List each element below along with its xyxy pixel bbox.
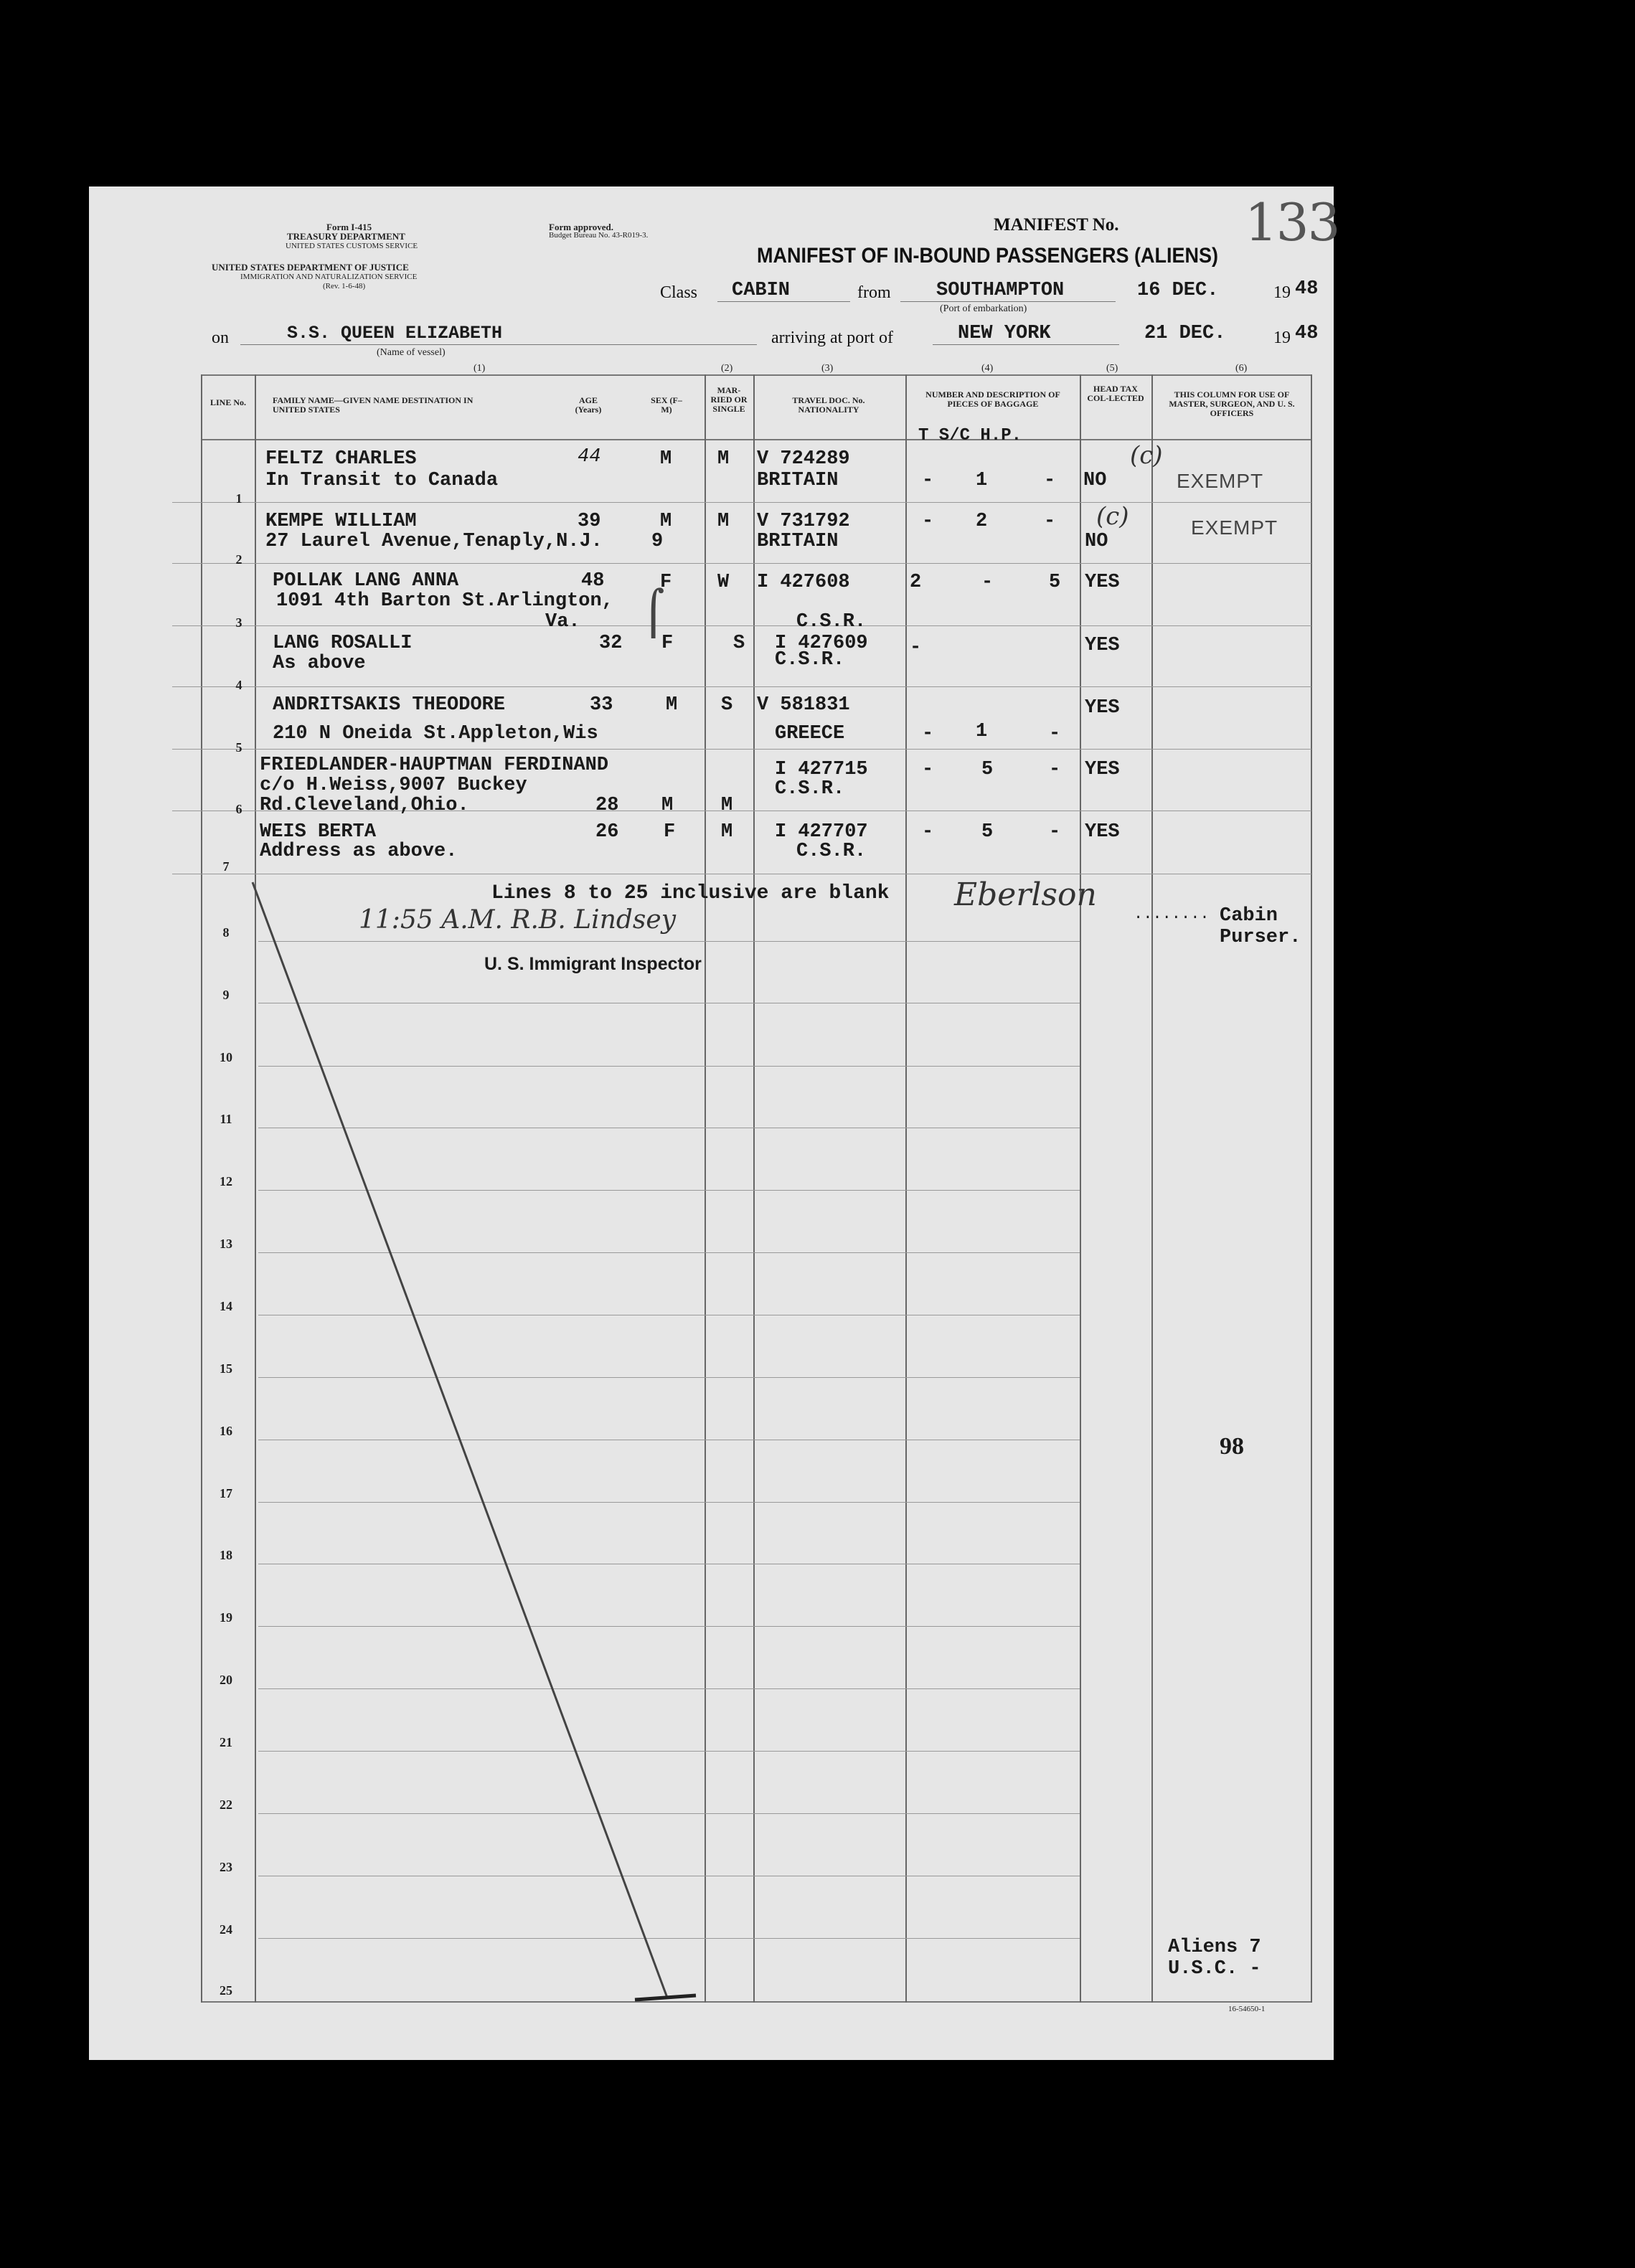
passenger-destination: c/o H.Weiss,9007 Buckey	[260, 775, 527, 796]
travel-doc-no: V 724289	[757, 448, 850, 470]
nationality: GREECE	[775, 723, 845, 745]
head-tax: YES	[1085, 697, 1120, 719]
head-tax: YES	[1085, 635, 1120, 656]
passenger-married: M	[721, 795, 733, 816]
manifest-no-value: 133	[1245, 192, 1339, 252]
baggage-t: 2	[910, 572, 922, 593]
passenger-destination-2: Va.	[545, 611, 580, 633]
passenger-destination: As above	[273, 653, 366, 674]
vessel-name: S.S. QUEEN ELIZABETH	[287, 323, 503, 344]
line-number: 20	[220, 1673, 232, 1687]
passenger-destination: 1091 4th Barton St.Arlington,	[276, 590, 613, 612]
class-value: CABIN	[732, 280, 791, 301]
from-underline	[900, 301, 1116, 302]
baggage-hp: -	[1044, 511, 1056, 532]
header-officers: THIS COLUMN FOR USE OF MASTER, SURGEON, AND U. S. OFFICERS	[1169, 389, 1295, 418]
nationality: C.S.R.	[775, 649, 845, 671]
line-number: 24	[220, 1922, 232, 1937]
passenger-sex: M	[661, 795, 674, 816]
sex-bracket-mark: ⌠	[642, 588, 665, 638]
passenger-age: 32	[599, 633, 623, 654]
travel-doc-no: V 581831	[757, 694, 850, 716]
line-number: 19	[220, 1610, 232, 1625]
passenger-destination: 210 N Oneida St.Appleton,Wis	[273, 723, 598, 745]
baggage-sc: -	[981, 572, 994, 593]
col-num: (2)	[721, 363, 733, 374]
header-age: AGE (Years)	[575, 395, 602, 415]
passenger-destination-2: Rd.Cleveland,Ohio.	[260, 795, 469, 816]
passenger-destination: In Transit to Canada	[265, 470, 499, 491]
line-number: 3	[235, 615, 242, 630]
baggage-sc: 1	[976, 470, 988, 491]
manifest-no-label: MANIFEST No.	[994, 215, 1119, 235]
header-baggage-sub: T S/C H.P.	[918, 426, 1022, 445]
baggage-sc: 1	[976, 721, 988, 742]
passenger-sex: M	[660, 448, 672, 470]
head-tax: NO	[1083, 470, 1107, 491]
line-number: 1	[235, 491, 242, 506]
baggage-t: -	[922, 723, 934, 745]
passenger-name: POLLAK LANG ANNA	[273, 570, 459, 592]
travel-doc-no: I 427608	[757, 572, 850, 593]
passenger-name: ANDRITSAKIS THEODORE	[273, 694, 506, 716]
line-number: 9	[222, 988, 230, 1002]
line-number: 4	[235, 678, 242, 692]
arriving-label: arriving at port of	[771, 329, 893, 347]
side-stamp: 98	[1220, 1433, 1244, 1460]
row-separator	[172, 625, 1311, 626]
line-number: 16	[220, 1424, 232, 1438]
table-top	[201, 374, 1311, 376]
col-num: (1)	[473, 363, 486, 374]
blank-lines-note: Lines 8 to 25 inclusive are blank	[491, 882, 890, 904]
justice-dept: UNITED STATES DEPARTMENT OF JUSTICE	[212, 262, 409, 273]
passenger-name: WEIS BERTA	[260, 821, 377, 843]
inspector-label: U. S. Immigrant Inspector	[484, 954, 702, 974]
from-value: SOUTHAMPTON	[936, 280, 1065, 301]
passenger-destination: 27 Laurel Avenue,Tenaply,N.J.	[265, 531, 603, 552]
port-underline	[933, 344, 1119, 345]
nationality: C.S.R.	[775, 778, 845, 800]
baggage-hp: -	[1044, 470, 1056, 491]
passenger-sex: F	[664, 821, 676, 843]
line-number: 18	[220, 1548, 232, 1562]
nationality: BRITAIN	[757, 470, 839, 491]
form-number: Form I-415	[326, 222, 372, 232]
arrival-port: NEW YORK	[958, 323, 1051, 344]
header-line-no: LINE No.	[209, 397, 246, 407]
class-label: Class	[660, 283, 698, 302]
summary-aliens: Aliens 7	[1168, 1937, 1261, 1958]
line-number: 6	[235, 802, 242, 816]
head-tax: YES	[1085, 759, 1120, 780]
line-number: 21	[220, 1735, 232, 1749]
year-prefix-1: 19	[1273, 283, 1291, 302]
purser-signature: Eberlson	[954, 877, 1097, 913]
passenger-name: KEMPE WILLIAM	[265, 511, 417, 532]
line-number: 7	[222, 859, 230, 874]
travel-doc-no: V 731792	[757, 511, 850, 532]
form-approved: Form approved.	[549, 222, 614, 232]
purser-label-cabin: Cabin	[1220, 905, 1278, 927]
travel-doc-no: I 427715	[775, 759, 868, 780]
col-border-baggage	[905, 374, 907, 2003]
passenger-age: 33	[590, 694, 613, 716]
vessel-note: (Name of vessel)	[377, 347, 446, 358]
header-sex: SEX (F–M)	[651, 395, 682, 415]
header-name: FAMILY NAME—GIVEN NAME DESTINATION IN UNITED STATES	[273, 395, 473, 415]
nationality: C.S.R.	[796, 611, 867, 633]
form-code: 16-54650-1	[1228, 2005, 1266, 2013]
header-head-tax: HEAD TAX COL-LECTED	[1087, 384, 1144, 403]
from-label: from	[857, 283, 891, 302]
col-num: (6)	[1235, 363, 1248, 374]
baggage-hp: -	[1049, 723, 1061, 745]
line-number: 8	[222, 925, 230, 940]
line-number: 23	[220, 1860, 232, 1874]
col-border-doc	[753, 374, 755, 2003]
baggage-sc: 5	[981, 759, 994, 780]
exempt-stamp: EXEMPT	[1191, 516, 1278, 539]
passenger-age: 44	[578, 446, 601, 468]
arrival-date: 21 DEC.	[1144, 323, 1226, 344]
passenger-married: S	[733, 633, 745, 654]
baggage-t: -	[922, 470, 934, 491]
cancel-strike-line	[237, 875, 710, 2008]
baggage-sc: 5	[981, 821, 994, 843]
depart-date: 16 DEC.	[1137, 280, 1219, 301]
customs-service: UNITED STATES CUSTOMS SERVICE	[286, 242, 418, 250]
col-border-tax	[1080, 374, 1081, 2003]
line-number: 15	[220, 1361, 232, 1376]
line-number: 25	[220, 1983, 232, 1998]
passenger-sex: M	[660, 511, 672, 532]
passenger-married: W	[717, 572, 730, 593]
manifest-title: MANIFEST OF IN-BOUND PASSENGERS (ALIENS)	[757, 244, 1219, 268]
header-married: MAR-RIED OR SINGLE	[710, 385, 748, 414]
head-tax: YES	[1085, 572, 1120, 593]
line-number: 2	[235, 552, 242, 567]
tax-mark: (c)	[1130, 441, 1163, 470]
baggage-hp: -	[1049, 759, 1061, 780]
passenger-age: 26	[595, 821, 619, 843]
passenger-married: M	[717, 448, 730, 470]
purser-dots: ........	[1134, 905, 1210, 923]
nationality: BRITAIN	[757, 531, 839, 552]
port-note: (Port of embarkation)	[940, 303, 1027, 314]
line-number: 11	[220, 1112, 232, 1126]
passenger-married: M	[717, 511, 730, 532]
line-number: 17	[220, 1486, 232, 1501]
passenger-age: 48	[581, 570, 605, 592]
exempt-stamp: EXEMPT	[1177, 470, 1264, 492]
header-bottom	[201, 439, 1311, 440]
line-number: 14	[220, 1299, 232, 1313]
passenger-sex: F	[661, 633, 674, 654]
vessel-underline	[240, 344, 757, 345]
col-border-outer	[201, 374, 202, 2003]
line-number: 22	[220, 1797, 232, 1812]
head-tax: NO	[1085, 531, 1108, 552]
col-num: (4)	[981, 363, 994, 374]
baggage-t: -	[910, 637, 922, 658]
passenger-name: FRIEDLANDER-HAUPTMAN FERDINAND	[260, 755, 609, 776]
line-number: 10	[220, 1050, 232, 1064]
nationality: C.S.R.	[796, 841, 867, 862]
header-baggage: NUMBER AND DESCRIPTION OF PIECES OF BAGGAGE	[925, 389, 1060, 409]
header-travel-doc: TRAVEL DOC. No. NATIONALITY	[792, 395, 865, 415]
passenger-sex: F	[660, 572, 672, 593]
passenger-destination: Address as above.	[260, 841, 458, 862]
col-num: (3)	[821, 363, 834, 374]
class-underline	[717, 301, 850, 302]
passenger-age: 39	[578, 511, 601, 532]
baggage-sc: 2	[976, 511, 988, 532]
head-tax: YES	[1085, 821, 1120, 843]
col-border-right	[1311, 374, 1312, 2003]
line-number: 5	[235, 740, 242, 755]
year-2: 48	[1295, 323, 1319, 344]
passenger-name: LANG ROSALLI	[273, 633, 413, 654]
inspector-handwriting: 11:55 A.M. R.B. Lindsey	[359, 905, 677, 935]
row-separator	[172, 502, 1311, 503]
baggage-t: -	[922, 821, 934, 843]
line-number: 13	[220, 1237, 232, 1251]
passenger-name: FELTZ CHARLES	[265, 448, 417, 470]
baggage-hp: -	[1049, 821, 1061, 843]
passenger-age-extra: 9	[651, 531, 664, 552]
on-label: on	[212, 329, 229, 347]
row-separator	[172, 686, 1311, 687]
passenger-married: S	[721, 694, 733, 716]
treasury-dept: TREASURY DEPARTMENT	[287, 231, 405, 242]
ins-service: IMMIGRATION AND NATURALIZATION SERVICE	[240, 273, 418, 281]
passenger-married: M	[721, 821, 733, 843]
col-num: (5)	[1106, 363, 1118, 374]
row-separator	[172, 563, 1311, 564]
year-prefix-2: 19	[1273, 329, 1291, 347]
travel-doc-no: I 427609	[775, 633, 868, 654]
baggage-t: -	[922, 759, 934, 780]
travel-doc-no: I 427707	[775, 821, 868, 843]
baggage-hp: 5	[1049, 572, 1061, 593]
col-border-officers	[1151, 374, 1153, 2003]
baggage-t: -	[922, 511, 934, 532]
purser-label-purser: Purser.	[1220, 927, 1301, 948]
row-separator	[172, 749, 1311, 750]
summary-usc: U.S.C. -	[1168, 1958, 1261, 1980]
year-1: 48	[1295, 278, 1319, 300]
line-number: 12	[220, 1174, 232, 1189]
tax-mark: (c)	[1096, 502, 1129, 531]
passenger-age: 28	[595, 795, 619, 816]
revision: (Rev. 1-6-48)	[323, 282, 366, 290]
budget-bureau: Budget Bureau No. 43-R019-3.	[549, 231, 649, 240]
passenger-sex: M	[666, 694, 678, 716]
